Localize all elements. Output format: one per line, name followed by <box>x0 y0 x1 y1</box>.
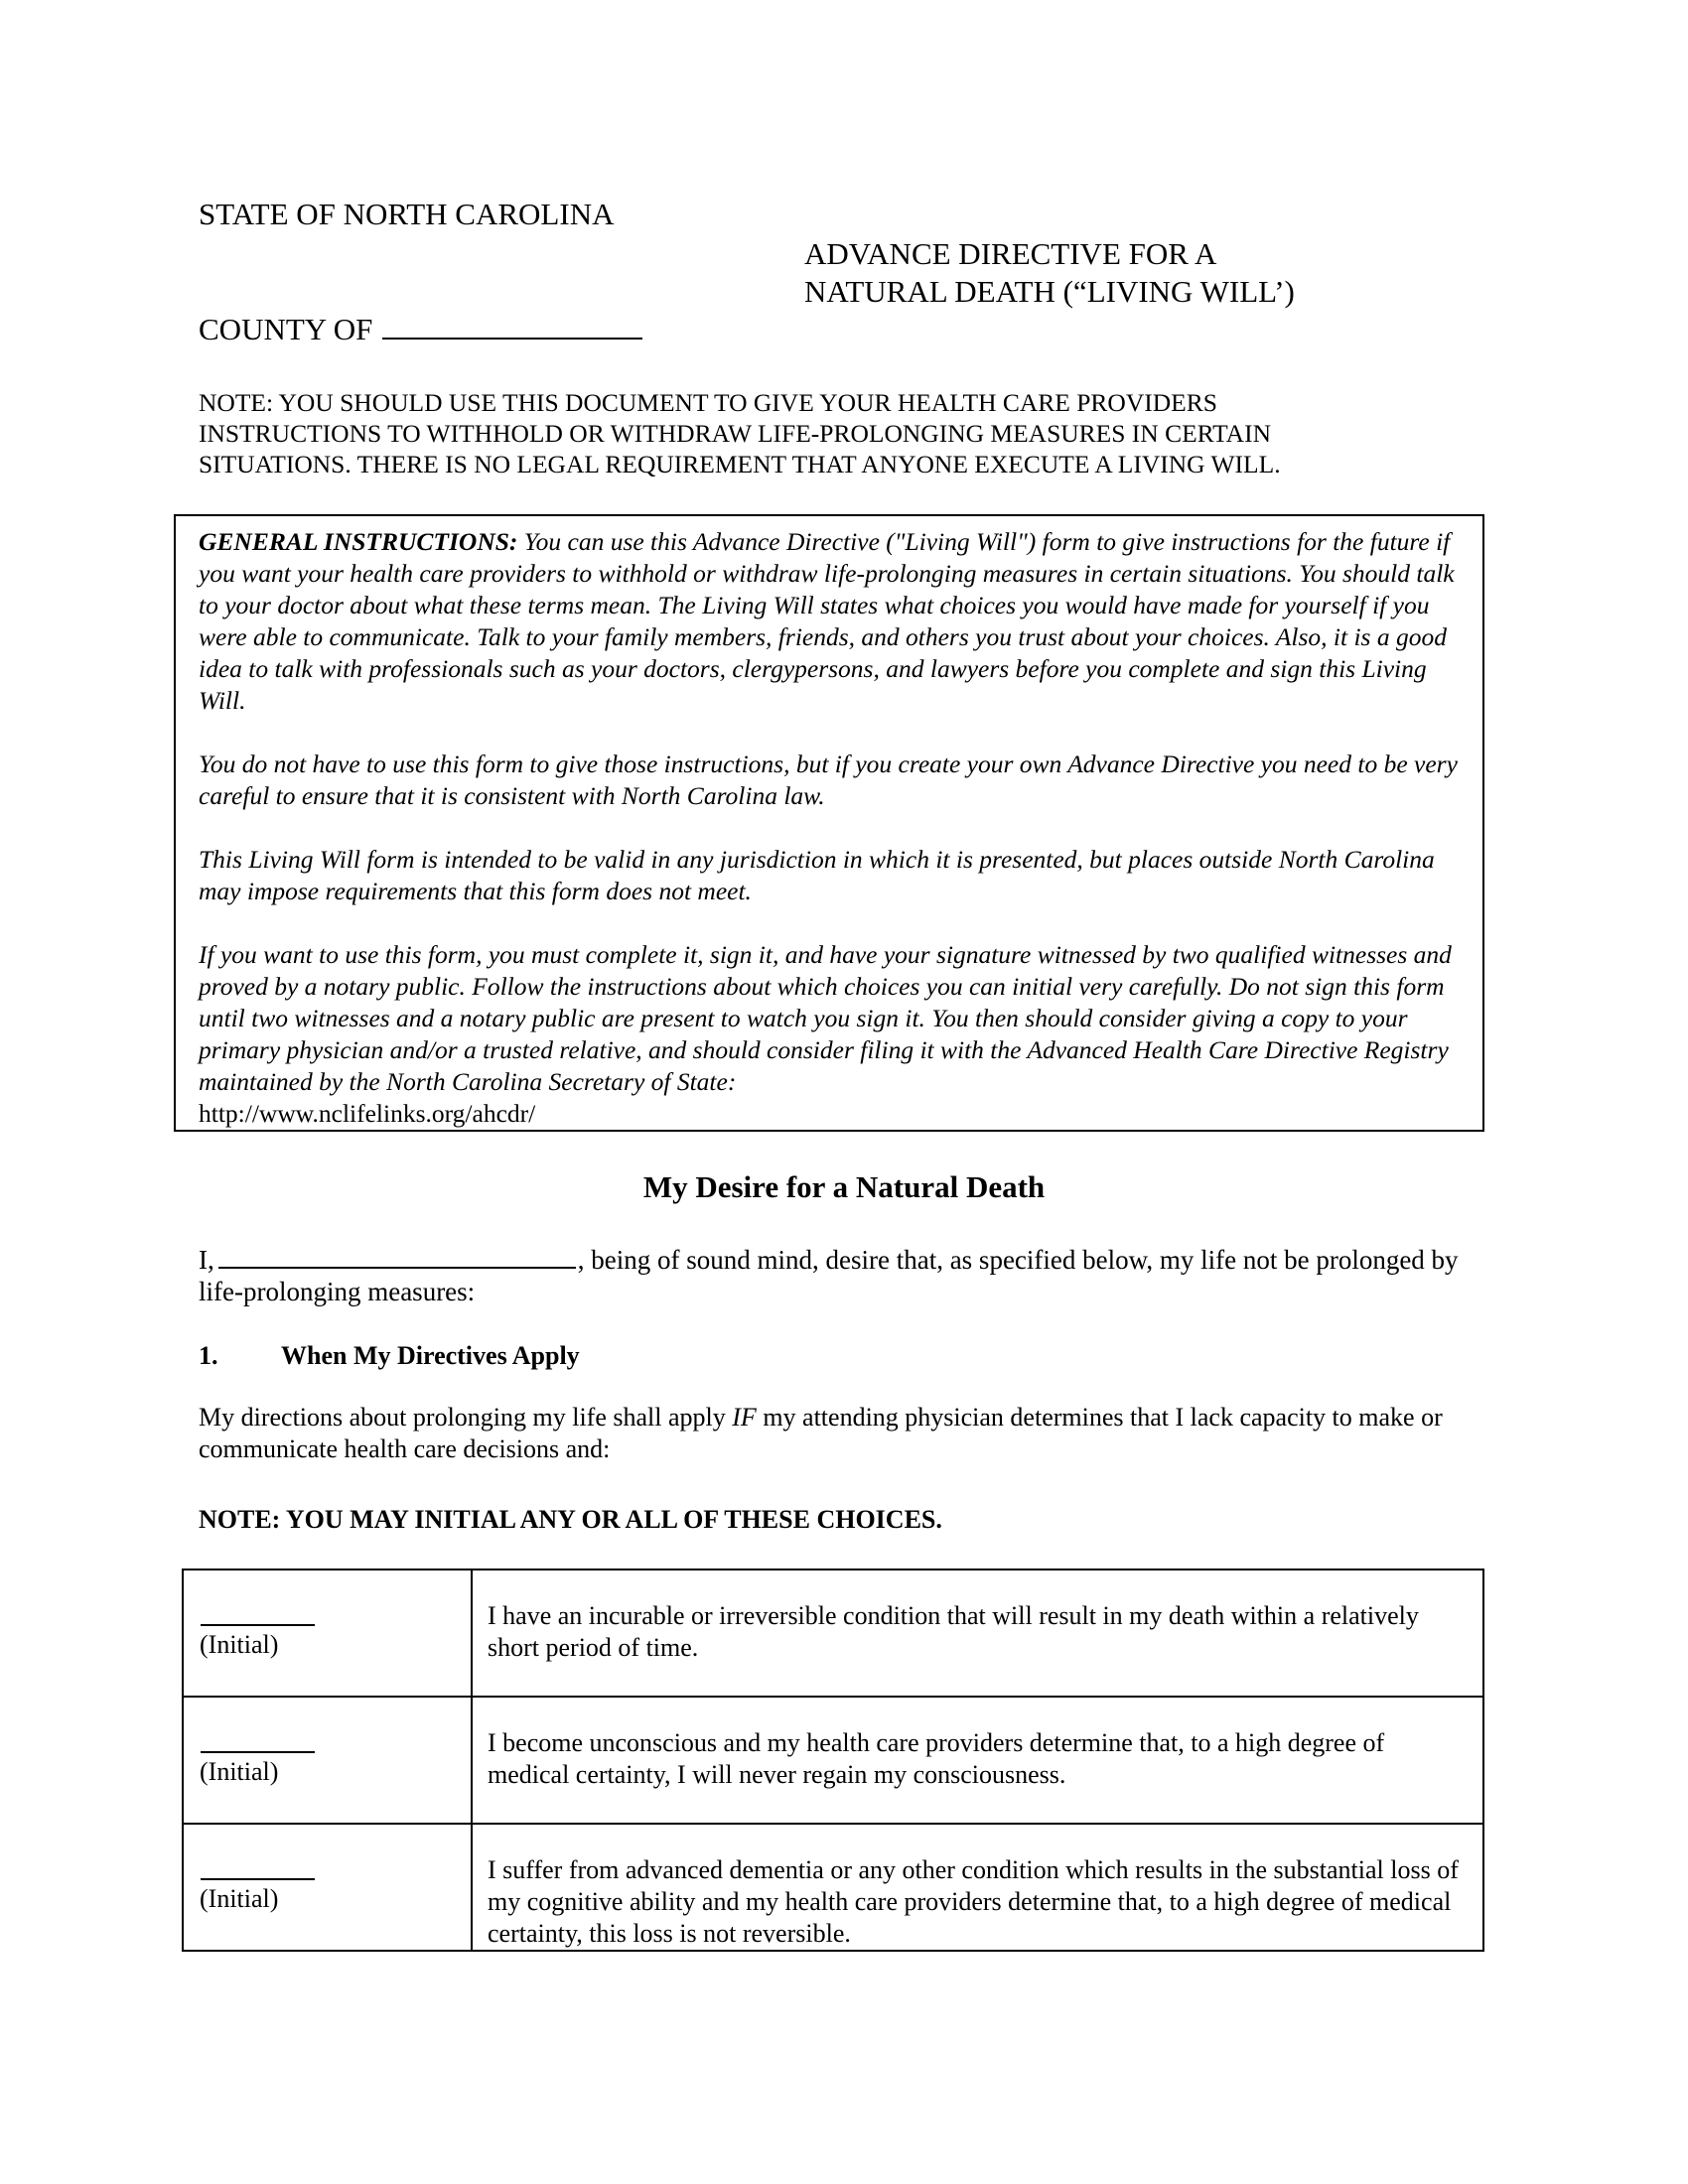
state-heading: STATE OF NORTH CAROLINA <box>199 197 615 231</box>
directions-after: my attending physician determines that I lack capacity to make or communicate health care decisions and: <box>199 1403 1443 1463</box>
choice-row <box>183 1570 1483 1697</box>
initial-cell[interactable] <box>183 1697 472 1824</box>
county-line <box>199 312 642 347</box>
instructions-paragraph-1 <box>199 526 1479 717</box>
initial-label: (Initial) <box>200 1630 279 1659</box>
initial-blank-line[interactable] <box>201 1878 315 1880</box>
general-instructions-box <box>174 514 1484 1132</box>
top-note-line-2: INSTRUCTIONS TO WITHHOLD OR WITHDRAW LIFE-PROLONGING MEASURES IN CERTAIN <box>199 419 1272 448</box>
document-title-line-1: ADVANCE DIRECTIVE FOR A <box>804 236 1217 271</box>
initial-cell[interactable] <box>183 1570 472 1697</box>
name-blank-field[interactable] <box>218 1266 576 1269</box>
choice-text-cell <box>472 1824 1483 1951</box>
choice-row <box>183 1697 1483 1824</box>
top-note <box>199 387 1489 479</box>
initial-blank-line[interactable] <box>201 1751 315 1753</box>
initial-cell[interactable] <box>183 1824 472 1951</box>
directions-paragraph <box>199 1402 1489 1465</box>
choice-text: I suffer from advanced dementia or any other condition which results in the substantial loss of my cognitive ability and my health care providers determine that, to a high degree of medical certainty, this loss is not reversible. <box>488 1855 1459 1948</box>
section-1-heading <box>199 1340 580 1372</box>
directions-before: My directions about prolonging my life shall apply <box>199 1403 726 1432</box>
instructions-p4-text: If you want to use this form, you must complete it, sign it, and have your signature witnessed by two qualified witnesses and proved by a notary public. Follow the instructions about which choices you can initial very carefully. Do not sign this form until two witnesses and a notary public are present to watch you sign it. You then should consider giving a copy to your primary physician and/or a trusted relative, and should consider filing it with the Advanced Health Care Directive Registry maintained by the North Carolina Secretary of State: <box>199 940 1452 1096</box>
instructions-p1-text: You can use this Advance Directive ("Living Will") form to give instructions for the future if you want your health care providers to withhold or withdraw life-prolonging measures in certain situations. You should talk to your doctor about what these terms mean. The Living Will states what choices you would have made for yourself if you were able to communicate. Talk to your family members, friends, and others you trust about your choices. Also, it is a good idea to talk with professionals such as your doctors, clergypersons, and lawyers before you complete and sign this Living Will. <box>199 527 1455 715</box>
initial-label: (Initial) <box>200 1884 279 1913</box>
section-1-number: 1. <box>199 1341 218 1370</box>
desire-suffix: , being of sound mind, desire that, as specified below, my life not be prolonged by life-prolonging measures: <box>199 1245 1459 1306</box>
general-instructions-text <box>199 526 1479 1130</box>
top-note-line-3: SITUATIONS. THERE IS NO LEGAL REQUIREMENT THAT ANYONE EXECUTE A LIVING WILL. <box>199 450 1281 478</box>
desire-prefix: I, <box>199 1245 214 1275</box>
document-title-line-2: NATURAL DEATH (“LIVING WILL’) <box>804 274 1295 309</box>
county-blank-field[interactable] <box>382 337 642 340</box>
choice-text: I become unconscious and my health care providers determine that, to a high degree of medical certainty, I will never regain my consciousness. <box>488 1728 1385 1789</box>
top-note-line-1: NOTE: YOU SHOULD USE THIS DOCUMENT TO GIVE YOUR HEALTH CARE PROVIDERS <box>199 388 1217 417</box>
instructions-paragraph-4 <box>199 939 1479 1130</box>
county-label: COUNTY OF <box>199 312 373 346</box>
document-title <box>804 235 1295 311</box>
instructions-lead: GENERAL INSTRUCTIONS: <box>199 527 518 556</box>
choice-text-cell <box>472 1570 1483 1697</box>
choices-table <box>182 1569 1484 1952</box>
initial-label: (Initial) <box>200 1757 279 1786</box>
desire-statement <box>199 1244 1489 1307</box>
registry-url-link[interactable]: http://www.nclifelinks.org/ahcdr/ <box>199 1099 536 1128</box>
choice-text-cell <box>472 1697 1483 1824</box>
choice-text: I have an incurable or irreversible condition that will result in my death within a relatively short period of time. <box>488 1601 1419 1662</box>
initial-choices-note: NOTE: YOU MAY INITIAL ANY OR ALL OF THESE CHOICES. <box>199 1505 942 1534</box>
instructions-paragraph-2: You do not have to use this form to give those instructions, but if you create your own Advance Directive you need to be very careful to ensure that it is consistent with North Carolina law. <box>199 750 1458 810</box>
section-title: My Desire for a Natural Death <box>642 1169 1046 1204</box>
choice-row <box>183 1824 1483 1951</box>
section-1-title: When My Directives Apply <box>281 1341 580 1370</box>
initial-blank-line[interactable] <box>201 1624 315 1626</box>
instructions-paragraph-3: This Living Will form is intended to be valid in any jurisdiction in which it is presented, but places outside North Carolina may impose requirements that this form does not meet. <box>199 845 1435 905</box>
directions-if: IF <box>732 1403 757 1432</box>
